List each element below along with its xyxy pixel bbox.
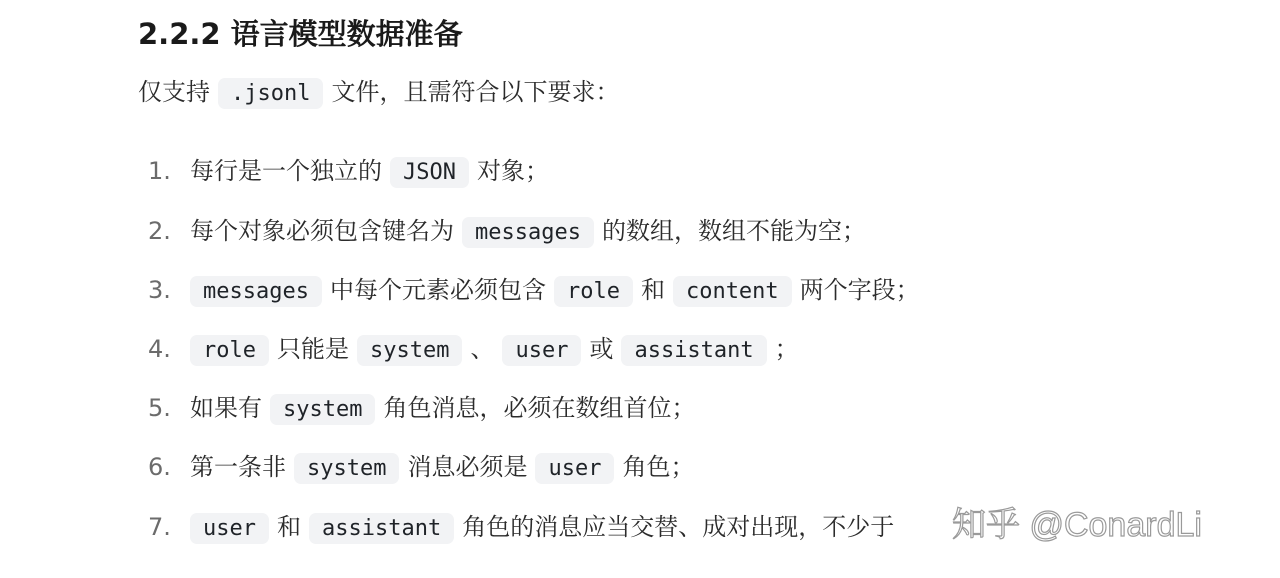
list-number: 2. xyxy=(148,217,171,245)
item-text: 角色； xyxy=(622,453,695,481)
item-text: 只能是 xyxy=(276,335,349,363)
list-item xyxy=(148,328,799,370)
item-text: 、 xyxy=(470,335,495,363)
list-item xyxy=(148,506,894,548)
inline-code: user xyxy=(190,513,269,544)
inline-code: user xyxy=(502,335,581,366)
inline-code: role xyxy=(190,335,269,366)
inline-code: content xyxy=(673,276,792,307)
intro-text-after: 文件，且需符合以下要求： xyxy=(331,78,620,106)
list-number: 3. xyxy=(148,276,171,304)
item-text: 角色的消息应当交替、成对出现，不少于 xyxy=(462,513,895,541)
list-item xyxy=(148,150,549,192)
item-text: 的数组，数组不能为空； xyxy=(601,217,866,245)
inline-code: system xyxy=(357,335,462,366)
section-heading: 2.2.2 语言模型数据准备 xyxy=(138,17,463,51)
list-number: 6. xyxy=(148,453,171,481)
item-text: 每个对象必须包含键名为 xyxy=(190,217,454,245)
inline-code: system xyxy=(270,394,375,425)
watermark: 知乎 @ConardLi xyxy=(952,506,1202,544)
inline-code: messages xyxy=(462,217,594,248)
item-text: 如果有 xyxy=(190,394,262,422)
list-item xyxy=(148,210,866,252)
item-text: 和 xyxy=(640,276,665,304)
item-text: 消息必须是 xyxy=(407,453,528,481)
item-text: 每行是一个独立的 xyxy=(190,157,382,185)
file-extension-code: .jsonl xyxy=(218,78,323,109)
list-number: 4. xyxy=(148,335,171,363)
list-item xyxy=(148,446,694,488)
item-text: 或 xyxy=(589,335,614,363)
inline-code: messages xyxy=(190,276,322,307)
item-text: 第一条非 xyxy=(190,453,286,481)
list-item xyxy=(148,387,695,429)
item-text: 两个字段； xyxy=(799,276,920,304)
item-text: 对象； xyxy=(476,157,549,185)
item-text: 中每个元素必须包含 xyxy=(329,276,546,304)
list-number: 7. xyxy=(148,513,171,541)
item-text: 和 xyxy=(276,513,301,541)
inline-code: JSON xyxy=(390,157,469,188)
list-number: 1. xyxy=(148,157,171,185)
inline-code: system xyxy=(294,453,399,484)
inline-code: user xyxy=(535,453,614,484)
inline-code: assistant xyxy=(621,335,766,366)
inline-code: role xyxy=(554,276,633,307)
item-text: ； xyxy=(774,335,799,363)
list-number: 5. xyxy=(148,394,171,422)
intro-text-before: 仅支持 xyxy=(138,78,210,106)
inline-code: assistant xyxy=(309,513,454,544)
list-item xyxy=(148,269,920,311)
item-text: 角色消息，必须在数组首位； xyxy=(383,394,696,422)
